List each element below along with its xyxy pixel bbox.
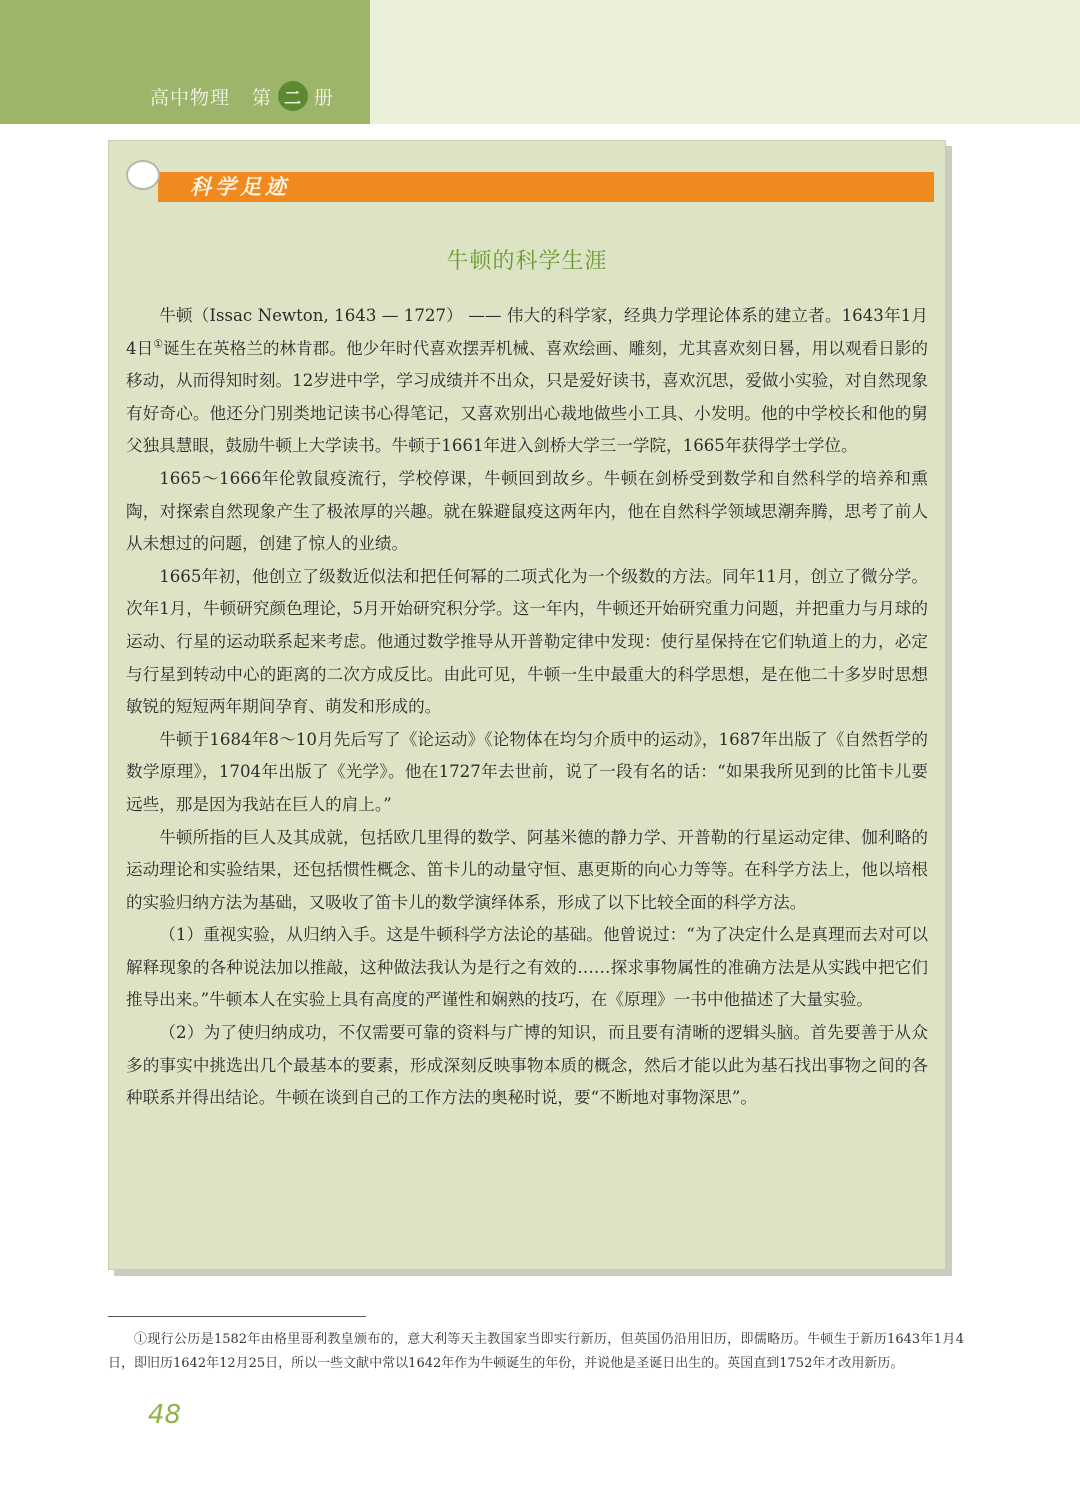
speech-bubble-icon [126,160,160,190]
article-body [126,300,928,1115]
book-title [150,78,334,114]
paragraph-1-text: 牛顿（Issac Newton, 1643 — 1727） —— 伟大的科学家，经典力学理论体系的建立者。1643年1月4日 [126,306,928,358]
paragraph-6: （1）重视实验，从归纳入手。这是牛顿科学方法论的基础。他曾说过：“为了决定什么是真理而去对可以解释现象的各种说法加以推敲，这种做法我认为是行之有效的……探求事物属性的准确方法是从实践中把它们推导出来。”牛顿本人在实验上具有高度的严谨性和娴熟的技巧，在《原理》一书中他描述了大量实验。 [126,925,928,1010]
paragraph-7: （2）为了使归纳成功，不仅需要可靠的资料与广博的知识，而且要有清晰的逻辑头脑。首先要善于从众多的事实中挑选出几个最基本的要素，形成深刻反映事物本质的概念，然后才能以此为基石找出事物之间的各种联系并得出结论。牛顿在谈到自己的工作方法的奥秘时说，要“不断地对事物深思”。 [126,1023,928,1108]
paragraph-1-text-cont: 诞生在英格兰的林肯郡。他少年时代喜欢摆弄机械、喜欢绘画、雕刻，尤其喜欢刻日晷，用以观看日影的移动，从而得知时刻。12岁进中学，学习成绩并不出众，只是爱好读书，喜欢沉思，爱做小实验，对自然现象有好奇心。他还分门别类地记读书心得笔记，又喜欢别出心裁地做些小工具、小发明。他的中学校长和他的舅父独具慧眼，鼓励牛顿上大学读书。牛顿于1661年进入剑桥大学三一学院，1665年获得学士学位。 [126,338,929,456]
page-number: 48 [148,1400,182,1430]
paragraph-3: 1665年初，他创立了级数近似法和把任何幂的二项式化为一个级数的方法。同年11月，创立了微分学。次年1月，牛顿研究颜色理论，5月开始研究积分学。这一年内，牛顿还开始研究重力问题，并把重力与月球的运动、行星的运动联系起来考虑。他通过数学推导从开普勒定律中发现：使行星保持在它们轨道上的力，必定与行星到转动中心的距离的二次方成反比。由此可见，牛顿一生中最重大的科学思想，是在他二十多岁时思想敏锐的短短两年期间孕育、萌发和形成的。 [126,566,928,717]
paragraph-1 [126,300,928,463]
article-title: 牛顿的科学生涯 [446,249,608,274]
footnote-marker[interactable]: ① [153,337,164,351]
book-subject: 高中物理 [150,86,231,109]
header-band-light [370,0,1080,124]
volume-prefix: 第 [252,86,273,109]
section-banner-label: 科学足迹 [190,175,290,199]
paragraph-5: 牛顿所指的巨人及其成就，包括欧几里得的数学、阿基米德的静力学、开普勒的行星运动定律、伽利略的运动理论和实验结果，还包括惯性概念、笛卡儿的动量守恒、惠更斯的向心力等等。在科学方法上，他以培根的实验归纳方法为基础，又吸收了笛卡儿的数学演绎体系，形成了以下比较全面的科学方法。 [126,827,928,912]
paragraph-2: 1665～1666年伦敦鼠疫流行，学校停课，牛顿回到故乡。牛顿在剑桥受到数学和自然科学的培养和熏陶，对探索自然现象产生了极浓厚的兴趣。就在躲避鼠疫这两年内，他在自然科学领域思潮奔腾，思考了前人从未想过的问题，创建了惊人的业绩。 [126,468,928,554]
volume-number-badge: 二 [278,81,308,111]
footnote-divider [108,1316,366,1317]
volume-suffix: 册 [314,86,335,109]
paragraph-4: 牛顿于1684年8～10月先后写了《论运动》《论物体在均匀介质中的运动》，1687年出版了《自然哲学的数学原理》，1704年出版了《光学》。他在1727年去世前，说了一段有名的话：“如果我所见到的比笛卡儿要远些，那是因为我站在巨人的肩上。” [126,729,928,814]
footnote: ①现行公历是1582年由格里哥利教皇颁布的，意大利等天主教国家当即实行新历，但英国仍沿用旧历，即儒略历。牛顿生于新历1643年1月4日，即旧历1642年12月25日，所以一些文献中常以1642年作为牛顿诞生的年份，并说他是圣诞日出生的。英国直到1752年才改用新历。 [108,1332,964,1371]
